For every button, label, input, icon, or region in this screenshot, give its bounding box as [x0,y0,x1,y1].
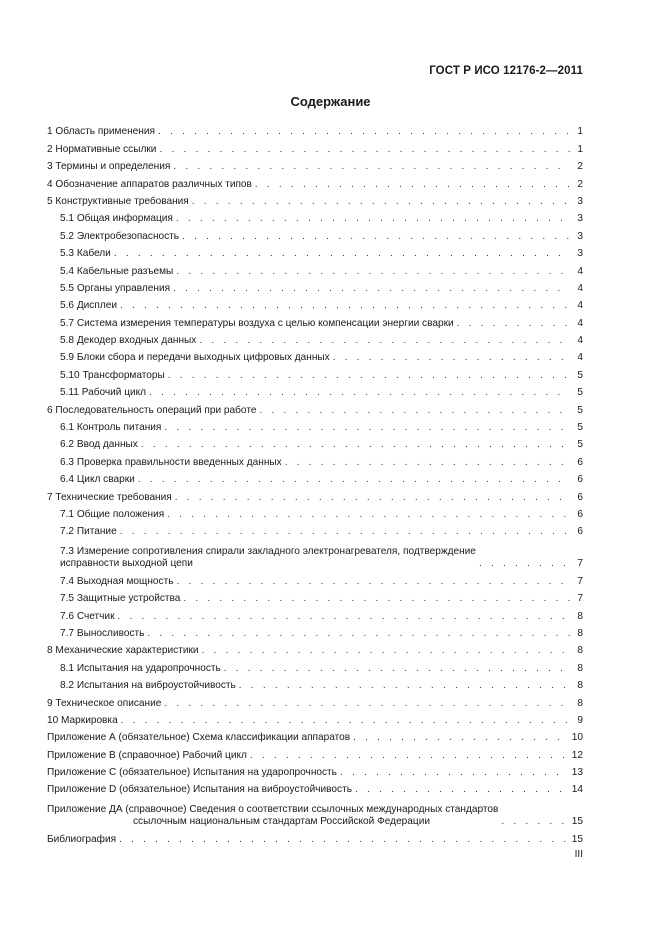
toc-entry[interactable] [47,191,583,208]
toc-entry-label-line2: исправности выходной цепи [60,558,193,570]
dot-leader [159,144,570,156]
toc-entry[interactable] [47,295,583,312]
dot-leader [141,439,570,451]
toc-entry[interactable] [47,451,583,468]
toc-entry-label: 5.1 Общая информация [60,213,173,225]
toc-entry[interactable] [47,486,583,503]
dot-leader [239,680,570,692]
toc-entry[interactable] [47,828,583,845]
toc-entry-page: 7 [577,593,583,605]
toc-entry-page: 4 [577,265,583,277]
toc-entry[interactable] [47,364,583,381]
toc-entry-page: 3 [577,248,583,260]
toc-entry-label [47,804,498,828]
toc-entry-label: 6 Последовательность операций при работе [47,404,257,416]
toc-entry-label: 9 Техническое описание [47,697,162,709]
dot-leader [479,558,570,570]
toc-entry-page: 1 [577,126,583,138]
toc-entry-label: 7.1 Общие положения [60,508,165,520]
toc-entry-page: 3 [577,230,583,242]
toc-entry-page: 6 [577,508,583,520]
dot-leader [199,335,570,347]
toc-entry-label: 1 Область применения [47,126,155,138]
toc-entry-label: 7.7 Выносливость [60,627,145,639]
toc-entry[interactable] [47,744,583,761]
dot-leader [176,576,570,588]
toc-entry-label: 7.2 Питание [60,526,117,538]
toc-entry-label-line1: Приложение ДА (справочное) Сведения о соответствии ссылочных международных стандартов [47,804,499,816]
toc-entry[interactable] [47,382,583,399]
toc-entry-page: 5 [577,422,583,434]
dot-leader [121,715,570,727]
toc-entry[interactable] [47,623,583,640]
toc-entry-label: 5.6 Дисплеи [60,300,117,312]
dot-leader [285,457,570,469]
dot-leader [175,492,570,504]
toc-entry-label: Библиография [47,833,117,845]
page-number: III [574,849,583,860]
dot-leader [120,300,570,312]
dot-leader [353,732,569,744]
toc-entry-page: 10 [571,732,583,744]
toc-entry-label: Приложение А (обязательное) Схема классификации аппаратов [47,732,351,744]
toc-entry-label: 5.10 Трансформаторы [60,369,165,381]
toc-entry[interactable] [47,312,583,329]
toc-entry-page: 14 [571,784,583,796]
dot-leader [355,784,569,796]
dot-leader [158,126,570,138]
toc-entry-label: 8 Механические характеристики [47,645,199,657]
toc-entry-label: 5.7 Система измерения температуры воздуха с целью компенсации энергии сварки [60,317,454,329]
dot-leader [255,179,570,191]
toc-entry[interactable] [47,469,583,486]
toc-entry[interactable] [47,538,583,570]
toc-entry-label: 3 Термины и определения [47,161,171,173]
toc-entry-label: 5 Конструктивные требования [47,195,189,207]
toc-entry-label: Приложение С (обязательное) Испытания на ударопрочность [47,767,337,779]
toc-entry-page: 6 [577,474,583,486]
toc-entry[interactable] [47,692,583,709]
toc-entry[interactable] [47,121,583,138]
toc-entry-page: 5 [577,404,583,416]
toc-entry[interactable] [47,330,583,347]
toc-entry-page: 4 [577,335,583,347]
toc-entry[interactable] [47,138,583,155]
toc-entry-page: 8 [577,662,583,674]
dot-leader [118,611,571,623]
toc-entry[interactable] [47,710,583,727]
dot-leader [173,283,570,295]
toc-entry[interactable] [47,570,583,587]
toc-entry-page: 6 [577,456,583,468]
toc-entry-label-line1: 7.3 Измерение сопротивления спирали закладного электронагревателя, подтверждение [60,546,476,558]
dot-leader [176,266,570,278]
toc-entry[interactable] [47,657,583,674]
toc-entry-page: 6 [577,526,583,538]
toc-entry-page: 8 [577,697,583,709]
dot-leader [183,593,570,605]
toc-entry-label: 7.4 Выходная мощность [60,575,174,587]
toc-entry-page: 4 [577,352,583,364]
toc-entry[interactable] [47,762,583,779]
toc-entry-page: 5 [577,369,583,381]
toc-entry-page: 8 [577,645,583,657]
toc-entry-label: 2 Нормативные ссылки [47,143,157,155]
document-number: ГОСТ Р ИСО 12176-2—2011 [429,65,583,77]
toc-entry[interactable] [47,225,583,242]
table-of-contents [47,121,583,846]
toc-entry-label: Приложение В (справочное) Рабочий цикл [47,749,247,761]
dot-leader [149,387,570,399]
toc-entry[interactable] [47,504,583,521]
toc-entry-page: 4 [577,300,583,312]
dot-leader [147,628,570,640]
toc-entry-label: 6.2 Ввод данных [60,439,138,451]
toc-entry-label: 5.3 Кабели [60,248,111,260]
dot-leader [250,750,569,762]
dot-leader [138,474,570,486]
dot-leader [457,318,570,330]
toc-entry[interactable] [47,173,583,190]
toc-entry-label [60,546,476,570]
toc-entry-label: 5.4 Кабельные разъемы [60,265,174,277]
toc-entry-label: 5.11 Рабочий цикл [60,387,147,399]
toc-entry[interactable] [47,278,583,295]
toc-entry[interactable] [47,588,583,605]
toc-entry[interactable] [47,156,583,173]
dot-leader [168,370,570,382]
toc-entry-page: 1 [577,143,583,155]
dot-leader [164,698,570,710]
toc-entry-page: 2 [577,178,583,190]
toc-entry-label: 10 Маркировка [47,714,118,726]
toc-entry[interactable] [47,434,583,451]
toc-entry-page: 15 [571,816,583,828]
toc-entry-page: 9 [577,714,583,726]
dot-leader [182,231,570,243]
dot-leader [259,405,570,417]
toc-entry-page: 3 [577,213,583,225]
toc-entry-page: 8 [577,680,583,692]
toc-entry-page: 3 [577,195,583,207]
toc-entry-label: 5.5 Органы управления [60,282,171,294]
toc-entry-page: 5 [577,387,583,399]
dot-leader [224,663,570,675]
toc-entry[interactable] [47,640,583,657]
toc-entry-page: 13 [571,767,583,779]
toc-entry[interactable] [47,208,583,225]
dot-leader [119,834,569,846]
toc-entry-page: 7 [577,558,583,570]
toc-entry-label: 6.4 Цикл сварки [60,474,135,486]
toc-entry[interactable] [47,521,583,538]
dot-leader [173,161,570,173]
toc-entry-page: 2 [577,161,583,173]
toc-entry-page: 15 [571,833,583,845]
toc-entry-label: 7.6 Счетчик [60,610,115,622]
toc-entry-label: 7 Технические требования [47,491,172,503]
dot-leader [333,352,570,364]
toc-entry-page: 12 [571,749,583,761]
toc-entry-label: 6.1 Контроль питания [60,422,162,434]
toc-entry-page: 8 [577,610,583,622]
toc-entry[interactable] [47,796,583,828]
dot-leader [120,526,570,538]
toc-entry-label: 5.9 Блоки сбора и передачи выходных цифровых данных [60,352,330,364]
dot-leader [501,816,568,828]
toc-entry-page: 6 [577,491,583,503]
dot-leader [340,767,569,779]
dot-leader [192,196,570,208]
toc-entry[interactable] [47,605,583,622]
toc-entry-label: 5.2 Электробезопасность [60,230,180,242]
toc-entry-label: 8.1 Испытания на ударопрочность [60,662,221,674]
page-title: Содержание [290,94,371,109]
toc-entry-label: 7.5 Защитные устройства [60,593,181,605]
toc-entry-page: 4 [577,317,583,329]
toc-entry[interactable] [47,260,583,277]
toc-entry-label: 5.8 Декодер входных данных [60,335,197,347]
toc-entry-page: 8 [577,627,583,639]
toc-entry[interactable] [47,399,583,416]
toc-entry-label: 4 Обозначение аппаратов различных типов [47,178,252,190]
toc-entry[interactable] [47,347,583,364]
toc-entry[interactable] [47,727,583,744]
toc-entry[interactable] [47,417,583,434]
dot-leader [164,422,570,434]
toc-entry-label: Приложение D (обязательное) Испытания на виброустойчивость [47,784,352,796]
toc-entry[interactable] [47,243,583,260]
dot-leader [202,645,570,657]
toc-entry-label: 8.2 Испытания на виброустойчивость [60,680,236,692]
dot-leader [114,248,570,260]
toc-entry-label-line2: ссылочным национальным стандартам Российской Федерации [133,816,430,828]
dot-leader [176,213,570,225]
toc-entry[interactable] [47,779,583,796]
toc-entry-page: 4 [577,282,583,294]
dot-leader [167,509,570,521]
toc-entry-page: 7 [577,575,583,587]
toc-entry-label: 6.3 Проверка правильности введенных данных [60,456,282,468]
toc-entry-page: 5 [577,439,583,451]
toc-entry[interactable] [47,675,583,692]
